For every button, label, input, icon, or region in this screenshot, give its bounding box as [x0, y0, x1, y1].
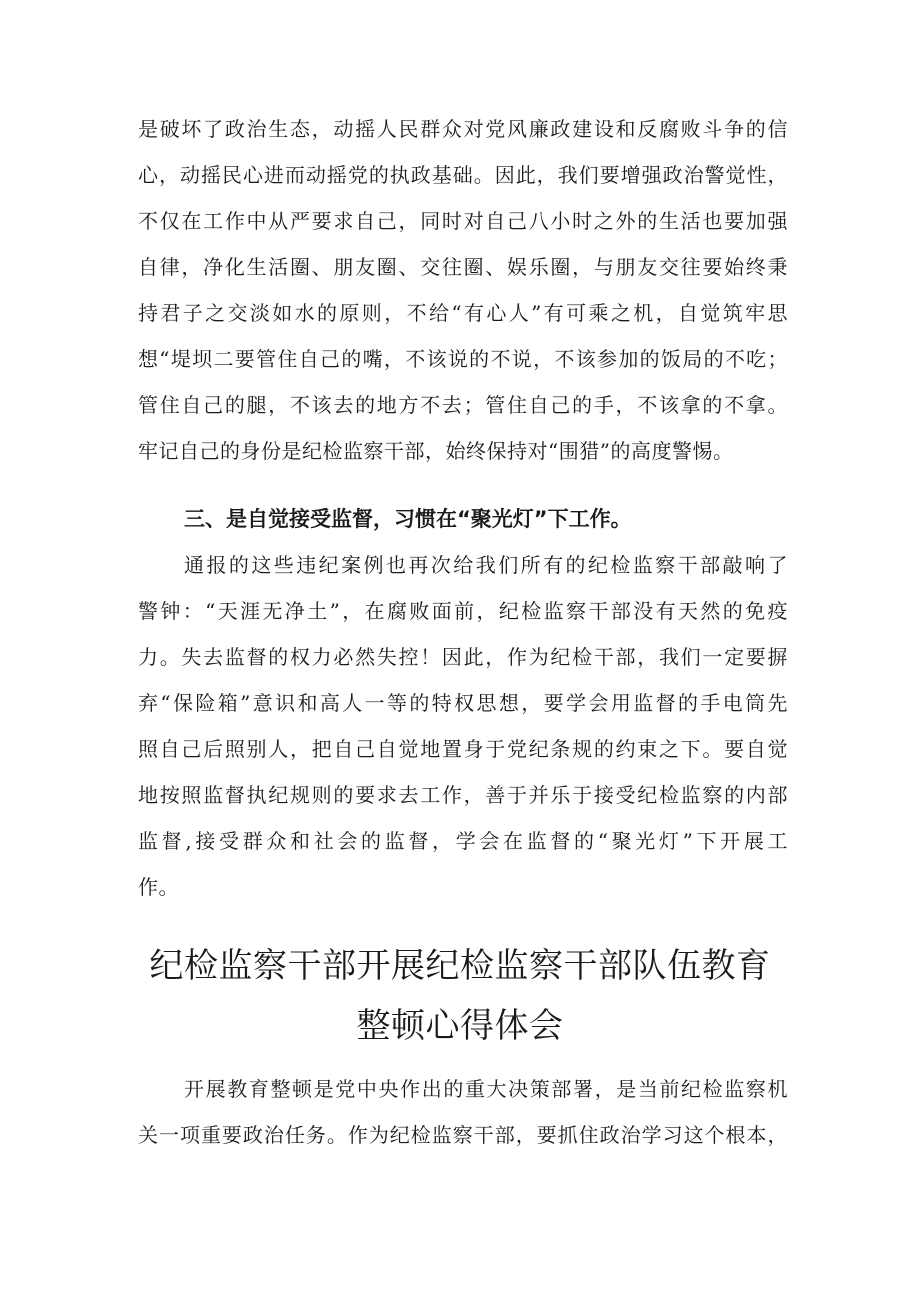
text-line: 力。失去监督的权力必然失控！因此，作为纪检干部，我们一定要摒 [138, 645, 788, 669]
text-line: 想“堤坝二要管住自己的嘴，不该说的不说，不该参加的饭局的不吃； [138, 347, 788, 371]
text-line: 自律，净化生活圈、朋友圈、交往圈、娱乐圈，与朋友交往要始终秉 [138, 255, 788, 279]
article-title-line-1: 纪检监察干部开展纪检监察干部队伍教育 [149, 946, 771, 986]
text-line: 不仅在工作中从严要求自己，同时对自己八小时之外的生活也要加强 [138, 209, 788, 233]
section-heading: 三、是自觉接受监督，习惯在“聚光灯”下工作。 [184, 507, 632, 531]
body-paragraph-2 [138, 542, 788, 910]
body-paragraph-3 [138, 1066, 788, 1158]
text-line: 地按照监督执纪规则的要求去工作，善于并乐于接受纪检监察的内部 [138, 783, 788, 807]
text-line: 通报的这些违纪案例也再次给我们所有的纪检监察干部敲响了 [184, 553, 788, 577]
text-line: 弃“保险箱”意识和高人一等的特权思想，要学会用监督的手电筒先 [138, 691, 788, 715]
article-title [0, 936, 920, 1056]
text-line: 心，动摇民心进而动摇党的执政基础。因此，我们要增强政治警觉性， [138, 163, 788, 187]
article-title-line-2: 整顿心得体会 [356, 1006, 564, 1046]
text-line: 开展教育整顿是党中央作出的重大决策部署，是当前纪检监察机 [184, 1077, 788, 1101]
text-line: 监督,接受群众和社会的监督，学会在监督的“聚光灯”下开展工 [138, 829, 788, 853]
text-line: 牢记自己的身份是纪检监察干部，始终保持对“围猎”的高度警惕。 [138, 439, 734, 463]
text-line: 照自己后照别人，把自己自觉地置身于党纪条规的约束之下。要自觉 [138, 737, 788, 761]
text-line: 作。 [138, 875, 179, 899]
text-line: 管住自己的腿，不该去的地方不去；管住自己的手，不该拿的不拿。 [138, 393, 788, 417]
text-line: 警钟：“天涯无净土”，在腐败面前，纪检监察干部没有天然的免疫 [138, 599, 788, 623]
text-line: 持君子之交淡如水的原则，不给“有心人”有可乘之机，自觉筑牢思 [138, 301, 788, 325]
body-paragraph-1 [138, 106, 788, 474]
text-line: 关一项重要政治任务。作为纪检监察干部，要抓住政治学习这个根本， [138, 1123, 788, 1147]
text-line: 是破坏了政治生态，动摇人民群众对党风廉政建设和反腐败斗争的信 [138, 117, 788, 141]
